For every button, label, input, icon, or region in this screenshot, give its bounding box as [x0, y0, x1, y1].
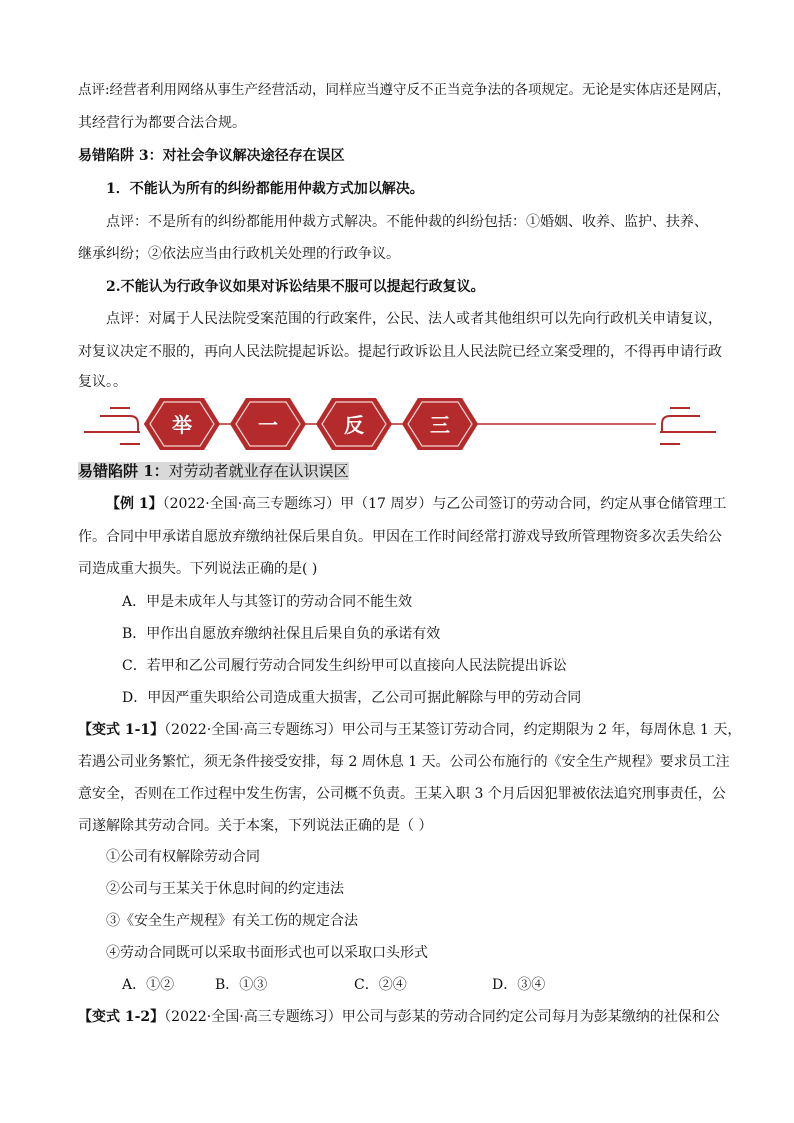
comment-arbitration-line2: 继承纠纷；②依法应当由行政机关处理的行政争议。 [78, 246, 400, 262]
section-banner [80, 394, 720, 454]
example1-option-a[interactable]: A．甲是未成年人与其签订的劳动合同不能生效 [122, 594, 413, 610]
comment-review-line1: 点评：对属于人民法院受案范围的行政案件，公民、法人或者其他组织可以先向行政机关申请复议， [106, 311, 722, 327]
variant12-text1: （2022·全国·高三专题练习）甲公司与彭某的劳动合同约定公司每月为彭某缴纳的社保和公 [164, 1009, 720, 1025]
example1-line2: 作。合同中甲承诺自愿放弃缴纳社保后果自负。甲因在工作时间经常打游戏导致所管理物资多次丢失给公 [78, 529, 722, 545]
example1-text1: （2022·全国·高三专题练习）甲（17 周岁）与乙公司签订的劳动合同，约定从事仓储管理工 [162, 496, 727, 512]
variant11-choice-d[interactable]: D．③④ [492, 977, 546, 993]
variant11-statement-4: ④劳动合同既可以采取书面形式也可以采取口头形式 [106, 945, 428, 961]
trap1-heading-text: 对劳动者就业存在认识误区 [168, 462, 349, 480]
trap3-heading: 易错陷阱 3：对社会争议解决途径存在误区 [78, 148, 345, 164]
comment-review-line2: 对复议决定不服的，再向人民法院提起诉讼。提起行政诉讼且人民法院已经立案受理的，不得再申请行政 [78, 344, 722, 360]
variant11-statement-1: ①公司有权解除劳动合同 [106, 849, 260, 865]
variant11-choice-b[interactable]: B．①③ [215, 977, 268, 993]
variant11-label: 【变式 1-1】 [78, 722, 165, 738]
example1-line1 [106, 494, 726, 514]
variant12-label: 【变式 1-2】 [78, 1009, 165, 1025]
trap1-heading [78, 461, 349, 481]
variant11-choice-a[interactable]: A．①② [122, 977, 175, 993]
example1-option-b[interactable]: B．甲作出自愿放弃缴纳社保且后果自负的承诺有效 [122, 626, 441, 642]
variant11-text1: （2022·全国·高三专题练习）甲公司与王某签订劳动合同，约定期限为 2 年，每周休息 1 天， [164, 722, 742, 738]
example1-option-d[interactable]: D．甲因严重失职给公司造成重大损害，乙公司可据此解除与甲的劳动合同 [122, 690, 582, 706]
example1-label: 【例 1】 [106, 496, 163, 512]
banner-char-1: 举 [172, 413, 192, 437]
banner-right-swirl-icon [660, 408, 716, 444]
variant12-line1 [78, 1007, 720, 1027]
variant11-line4: 司遂解除其劳动合同。关于本案，下列说法正确的是（ ） [78, 818, 433, 834]
comment-network-line2: 其经营行为都要合法合规。 [78, 115, 246, 131]
banner-char-2: 一 [258, 413, 278, 437]
banner-char-4: 三 [430, 413, 450, 437]
banner-left-swirl-icon [84, 408, 140, 444]
trap3-item1: 1．不能认为所有的纠纷都能用仲裁方式加以解决。 [106, 181, 424, 197]
variant11-line3: 意安全，否则在工作过程中发生伤害，公司概不负责。王某入职 3 个月后因犯罪被依法追究刑事责任，公 [78, 786, 726, 802]
comment-arbitration-line1: 点评：不是所有的纠纷都能用仲裁方式解决。不能仲裁的纠纷包括：①婚姻、收养、监护、扶养、 [106, 214, 708, 230]
variant11-line2: 若遇公司业务繁忙，须无条件接受安排，每 2 周休息 1 天。公司公布施行的《安全生产规程》要求员工注 [78, 754, 730, 770]
example1-option-c[interactable]: C．若甲和乙公司履行劳动合同发生纠纷甲可以直接向人民法院提出诉讼 [122, 658, 567, 674]
variant11-statement-2: ②公司与王某关于休息时间的约定违法 [106, 881, 344, 897]
trap3-item2: 2.不能认为行政争议如果对诉讼结果不服可以提起行政复议。 [106, 279, 485, 295]
comment-network-line1: 点评:经营者利用网络从事生产经营活动，同样应当遵守反不正当竞争法的各项规定。无论是实体店还是网店， [78, 82, 731, 98]
banner-char-3: 反 [344, 413, 364, 437]
example1-line3: 司造成重大损失。下列说法正确的是( ) [78, 561, 318, 577]
variant11-line1 [78, 720, 741, 740]
variant11-statement-3: ③《安全生产规程》有关工伤的规定合法 [106, 913, 358, 929]
trap1-heading-prefix: 易错陷阱 1： [78, 462, 169, 480]
comment-review-line3: 复议。。 [78, 374, 127, 390]
variant11-choice-c[interactable]: C．②④ [354, 977, 407, 993]
